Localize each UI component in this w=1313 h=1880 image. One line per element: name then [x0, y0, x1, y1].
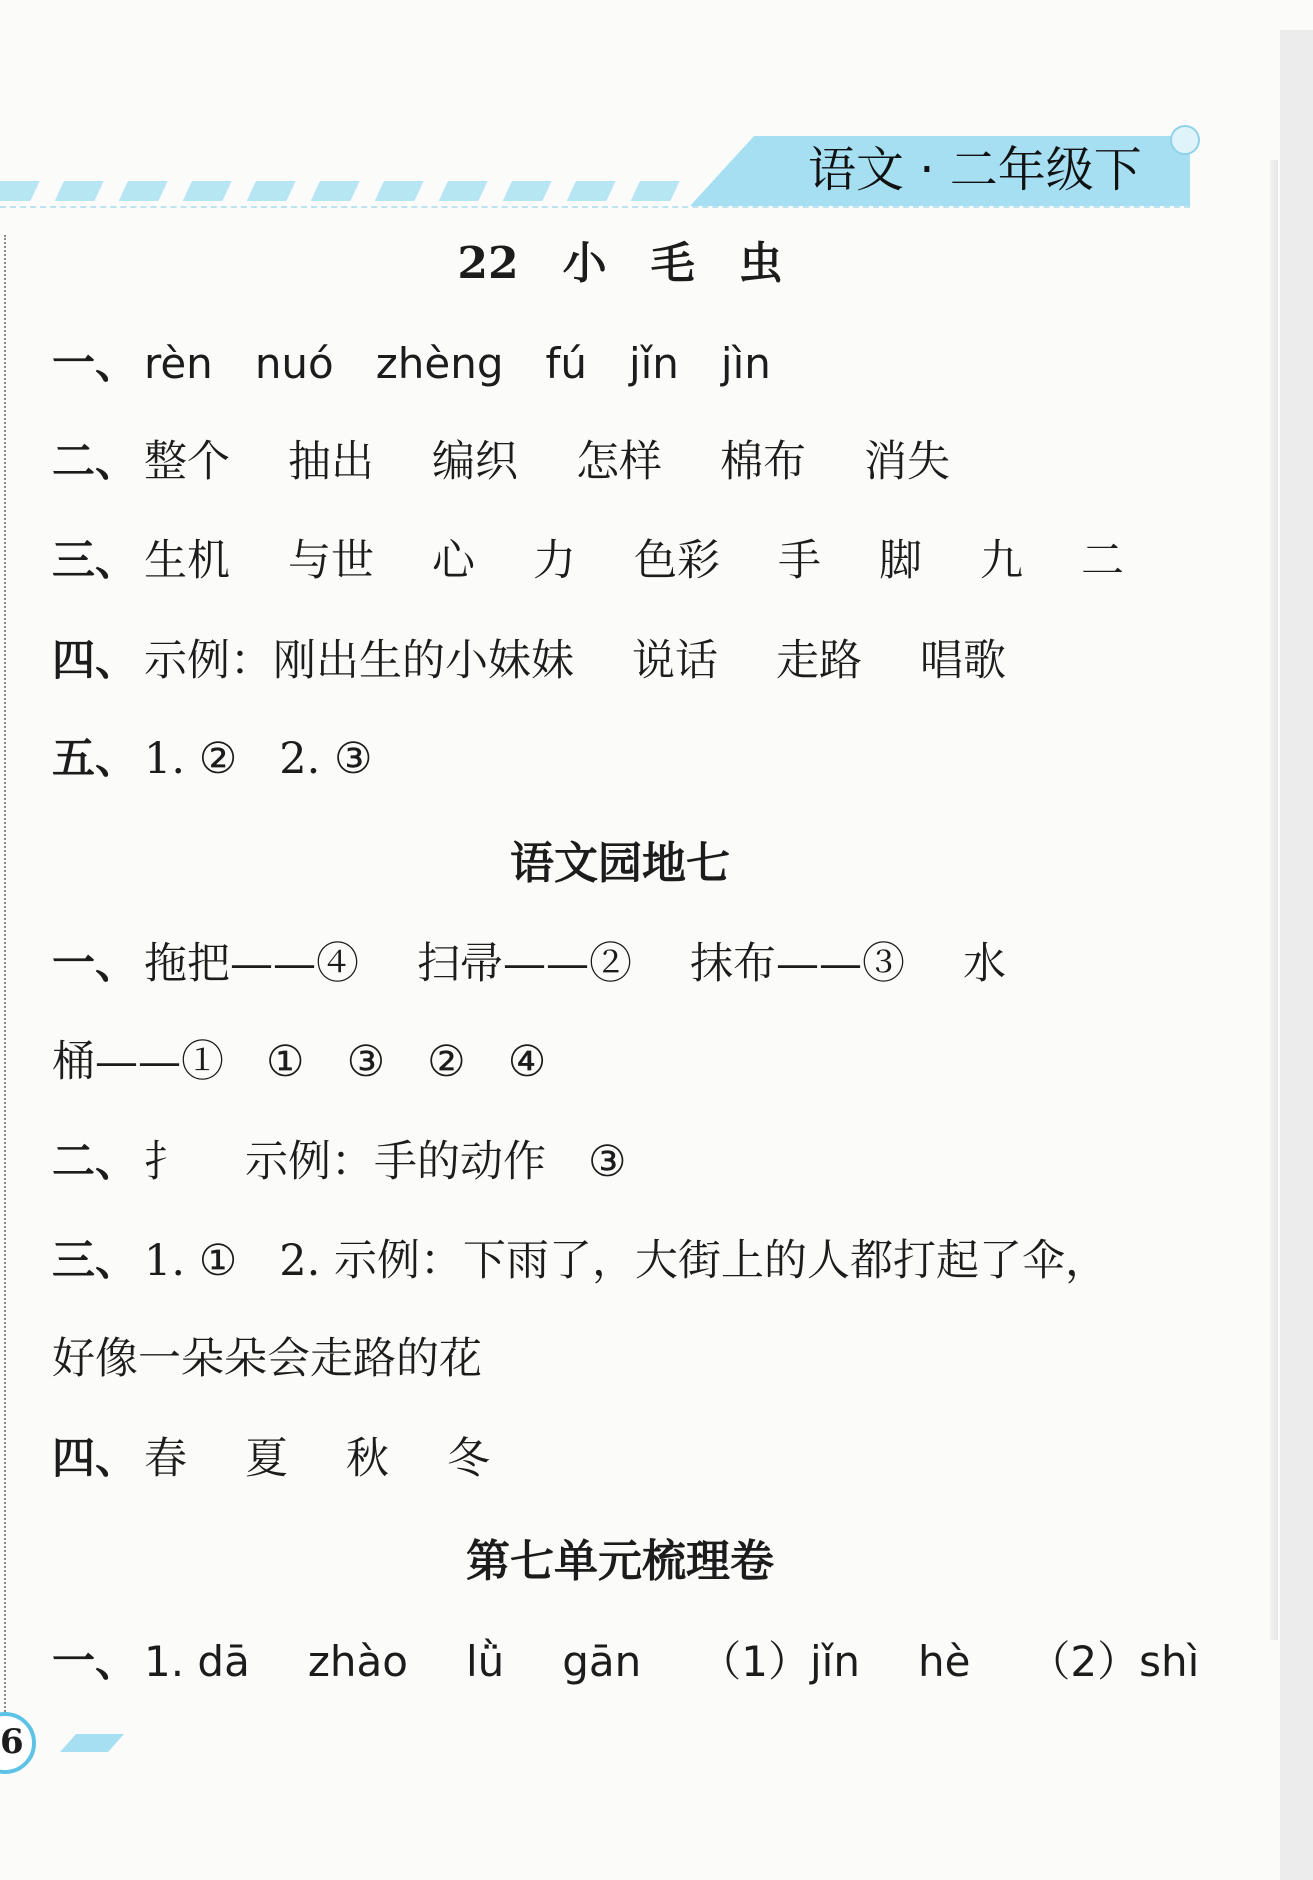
answer-item: 说话 [632, 636, 718, 686]
answer-row-1-3 [52, 533, 1124, 589]
answer-item: fú [545, 339, 587, 388]
answer-item: 唱歌 [920, 636, 1006, 686]
answer-item: 力 [533, 536, 576, 586]
answer-item: gān [562, 1637, 642, 1686]
answer-item: 好像一朵朵会走路的花 [52, 1334, 482, 1384]
page-edge [1280, 30, 1313, 1880]
question-label: 一、 [52, 939, 138, 989]
answer-item: （2）shì [1028, 1637, 1200, 1686]
question-label: 一、 [52, 1637, 138, 1687]
answer-row-1-1 [52, 336, 771, 392]
answer-item: 心 [432, 536, 475, 586]
answer-item: lǜ [465, 1637, 505, 1686]
answer-item: 1. dā [144, 1637, 250, 1686]
question-label: 三、 [52, 536, 138, 586]
footer-stripe [60, 1734, 124, 1752]
answer-row-2-2 [52, 1134, 627, 1190]
answer-item: 扫帚——② [417, 939, 632, 989]
answer-item: 桶——① [52, 1037, 224, 1087]
answer-item: 夏 [245, 1434, 288, 1484]
answer-item: 刚出生的小妹妹 [273, 636, 574, 686]
section-title-garden-7: 语文园地七 [510, 838, 730, 889]
question-label: 四、 [52, 1434, 138, 1484]
answer-row-1-2 [52, 434, 950, 490]
answer-item: 1. ② [144, 734, 238, 784]
answer-item: 2. 示例：下雨了，大街上的人都打起了伞， [279, 1236, 1108, 1286]
answer-item: 抽出 [288, 437, 374, 487]
answer-item: zhèng [375, 339, 504, 388]
binding-dotted-line [4, 235, 6, 1715]
question-label: 二、 [52, 437, 138, 487]
answer-item: ④ [507, 1037, 547, 1087]
answer-item: ② [427, 1037, 466, 1087]
answer-row-3-1 [52, 1634, 1199, 1690]
answer-item: 拖把——④ [144, 939, 359, 989]
answer-item: ③ [588, 1137, 627, 1187]
answer-item: 九 [980, 536, 1023, 586]
answer-item: 水 [963, 939, 1006, 989]
answer-item: 消失 [864, 437, 950, 487]
answer-row-1-4 [52, 633, 1006, 689]
question-label: 一、 [52, 339, 138, 389]
answer-item: （1）jǐn [699, 1637, 860, 1686]
answer-item: 脚 [879, 536, 922, 586]
answer-row-2-3 [52, 1233, 1108, 1289]
answer-row-2-1-cont [52, 1034, 546, 1090]
question-label: 四、 [52, 636, 138, 686]
header-curl-ornament [1170, 125, 1200, 155]
answer-item: 1. ① [144, 1236, 238, 1286]
answer-row-2-1 [52, 936, 1006, 992]
answer-item: 与世 [288, 536, 374, 586]
answer-item: 色彩 [634, 536, 720, 586]
answer-row-1-5 [52, 731, 373, 787]
answer-item: hè [917, 1637, 971, 1686]
answer-item: 二 [1081, 536, 1124, 586]
answer-item: 扌 [144, 1137, 187, 1187]
page-edge-shadow [1270, 160, 1278, 1640]
question-label: 二、 [52, 1137, 138, 1187]
section-title-unit-7-review: 第七单元梳理卷 [466, 1536, 774, 1587]
answer-item: rèn [144, 339, 213, 388]
answer-item: 2. ③ [279, 734, 373, 784]
answer-item: 走路 [776, 636, 862, 686]
answer-item: 抹布——③ [690, 939, 905, 989]
answer-item: 手 [778, 536, 821, 586]
answer-item: ① [266, 1037, 305, 1087]
answer-item: nuó [254, 339, 334, 388]
answer-item: zhào [307, 1637, 408, 1686]
example-prefix: 示例： [144, 636, 273, 686]
answer-item: jǐn [628, 339, 679, 388]
answer-item: 秋 [346, 1434, 389, 1484]
answer-item: jìn [720, 339, 771, 388]
section-title-lesson-22: 22 小 毛 虫 [457, 238, 783, 289]
answer-item: 示例：手的动作 [245, 1137, 546, 1187]
answer-item: 生机 [144, 536, 230, 586]
answer-row-2-4 [52, 1431, 490, 1487]
answer-item: 编织 [432, 437, 518, 487]
answer-item: 怎样 [576, 437, 662, 487]
answer-item: 整个 [144, 437, 230, 487]
page-number: 6 [0, 1722, 24, 1762]
question-label: 五、 [52, 734, 138, 784]
answer-item: 冬 [447, 1434, 490, 1484]
answer-item: ③ [346, 1037, 386, 1087]
answer-item: 春 [144, 1434, 187, 1484]
question-label: 三、 [52, 1236, 138, 1286]
header-title: 语文 · 二年级下 [808, 142, 1142, 198]
header-dashed-line [0, 206, 1190, 208]
answer-item: 棉布 [720, 437, 806, 487]
answer-row-2-3-cont [52, 1331, 482, 1387]
header-stripes [0, 181, 690, 201]
